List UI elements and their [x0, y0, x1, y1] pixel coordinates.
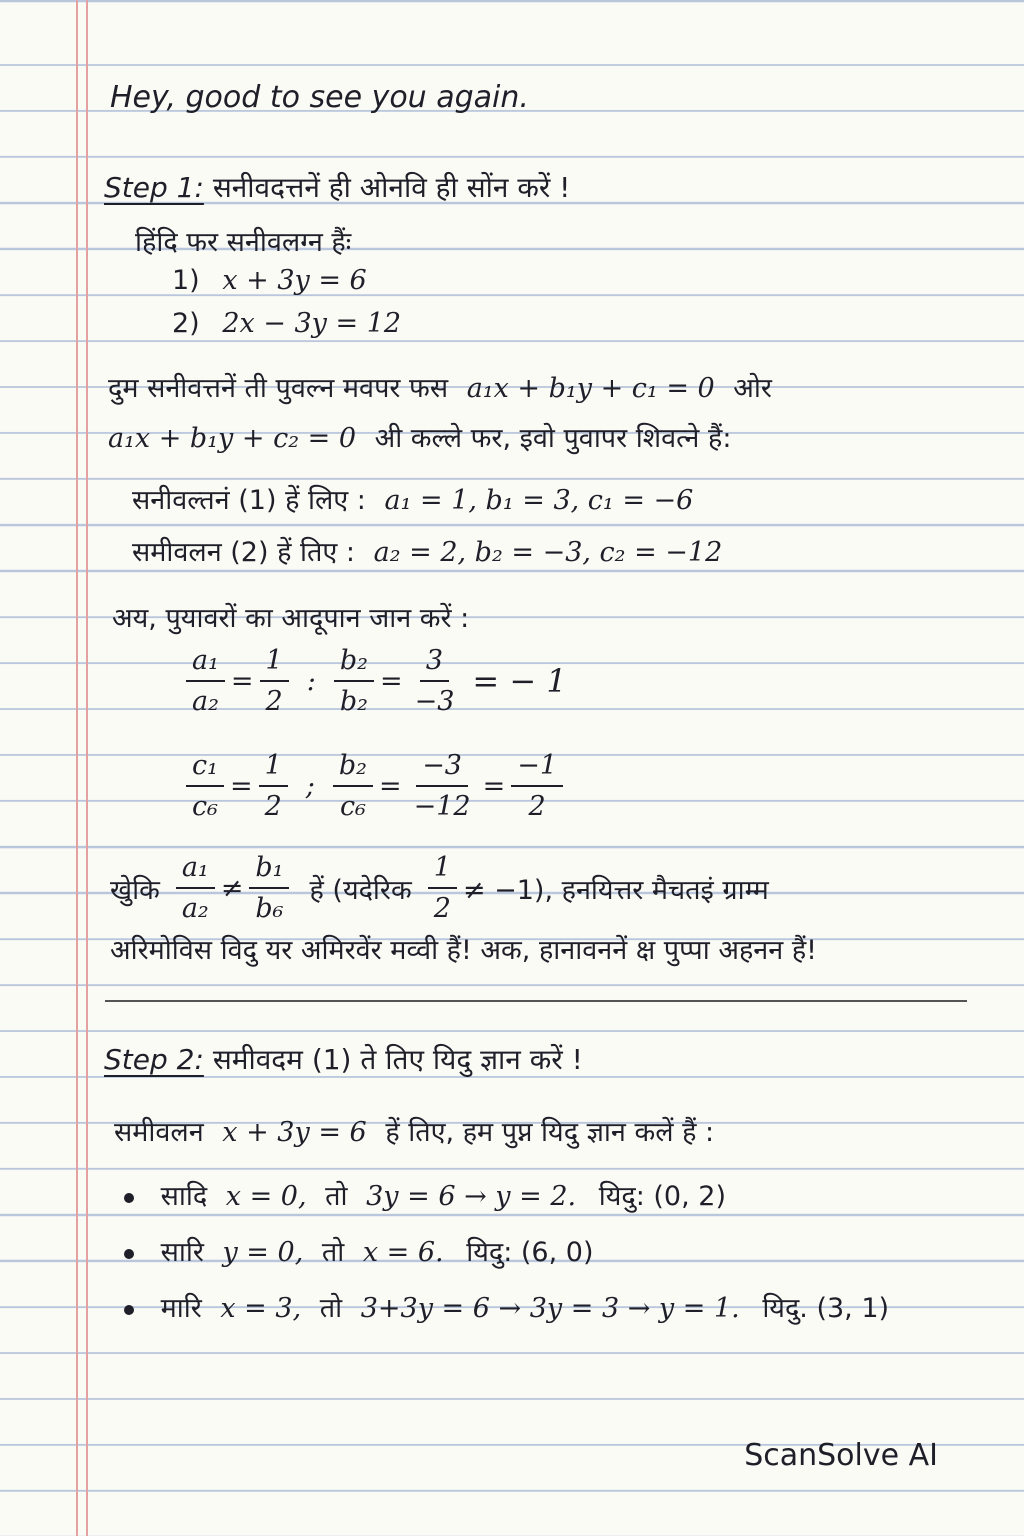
conclusion-text-c: ≠ −1), हनयित्तर मैचतइं ग्राम्म: [462, 874, 769, 906]
conclusion-frac-half: [428, 852, 457, 924]
standard-form-math-1: a₁x + b₁y + c₁ = 0: [466, 373, 715, 404]
bullet-dot: [124, 1193, 134, 1203]
ratio-row2-eq3: =: [482, 770, 506, 802]
ratio2-one-half-den: 2: [264, 791, 282, 822]
equation-1-text: x + 3y = 6: [222, 265, 367, 296]
ratio2-b-c: [333, 750, 373, 822]
standard-form-text-2: अी कल्ले फर, इवो पुवापर शिवत्ने हैं:: [374, 423, 732, 454]
step2-label: Step 2:: [104, 1043, 204, 1076]
ratio-one-half-num: 1: [260, 645, 289, 682]
conclusion-line-2: अरिमोविस विदु यर अमिरवेंर मव्वी हैं! अक, हानावननें क्ष पुप्पा अहनन हैं!: [110, 935, 817, 966]
equation-2-text: 2x − 3y = 12: [222, 308, 402, 339]
ratio-c1: c₁: [186, 750, 224, 787]
ratio-row1-eq1: =: [230, 665, 254, 697]
standard-form-line-2: [108, 418, 731, 455]
margin-line-right: [86, 0, 88, 1536]
bullet-3-calc: 3+3y = 6 → 3y = 3 → y = 1.: [360, 1293, 740, 1324]
standard-form-and: ओर: [733, 373, 772, 404]
ratio-a1: a₁: [186, 645, 225, 682]
coefficients-eq1: [132, 480, 693, 517]
ratio-a1-a2: [186, 645, 225, 717]
greeting: Hey, good to see you again.: [110, 80, 529, 115]
standard-form-line-1: [108, 368, 772, 405]
step1-heading: [104, 168, 570, 206]
ratio-row2-eq1: =: [229, 770, 253, 802]
ratio-c6: c₆: [192, 791, 218, 822]
coefficients-eq2-values: a₂ = 2, b₂ = −3, c₂ = −12: [373, 537, 723, 568]
ratio2-c-den: c₆: [339, 791, 366, 822]
conclusion-text-b: हें (यदेरिक: [309, 874, 412, 906]
ratio-intro: अय, पुयावरों का आदूपान जान करें :: [112, 603, 470, 634]
bullet-1-then: तो: [325, 1181, 348, 1212]
ratio2-neg-half: [511, 750, 563, 822]
ratio2-b-num: b₂: [333, 750, 373, 787]
bullet-2-cond: y = 0,: [222, 1237, 304, 1268]
conclusion-neq: ≠: [220, 872, 244, 904]
ratio2-neg-half-num: −1: [511, 750, 563, 787]
conclusion-b6: b₆: [255, 893, 284, 924]
ratio-row2-sep: ;: [305, 770, 315, 802]
bullet-2-point: यिदु: (6, 0): [466, 1237, 594, 1268]
ratio-one-half-den: 2: [265, 686, 283, 717]
conclusion-b1: b₁: [249, 852, 289, 889]
step2-intro-math: x + 3y = 6: [222, 1117, 367, 1148]
bullet-dot: [124, 1249, 134, 1259]
conclusion-half-num: 1: [428, 852, 457, 889]
step2-intro: [114, 1112, 714, 1149]
coefficients-eq1-label: सनीवल्तनं (1) हें लिए :: [132, 485, 366, 516]
conclusion-half-den: 2: [433, 893, 451, 924]
step2-intro-a: समीवलन: [114, 1117, 204, 1148]
conclusion-frac-b: [249, 852, 289, 924]
ratio-three-den: −3: [414, 686, 455, 717]
conclusion-a1: a₁: [176, 852, 215, 889]
step1-title: सनीवदत्तनें ही ओनवि ही सोंन करें !: [212, 171, 571, 204]
conclusion-frac-a: [176, 852, 215, 924]
ratio2-neg-half-den: 2: [528, 791, 546, 822]
ratio-one-half: [260, 645, 289, 717]
ratio2-neg3-neg12: [408, 750, 477, 822]
step1-label: Step 1:: [104, 171, 204, 204]
conclusion-since: खुेकि: [110, 874, 160, 906]
bullet-dot: [124, 1305, 134, 1315]
step2-title: समीवदम (1) ते तिए यिदु ज्ञान करें !: [212, 1043, 583, 1076]
ratio2-one-half-num: 1: [259, 750, 288, 787]
bullet-3-if: मारि: [160, 1293, 202, 1324]
equation-1: [172, 265, 367, 296]
coefficients-eq2-label: समीवलन (2) हें तिए :: [132, 537, 356, 568]
ratio-three-num: 3: [420, 645, 449, 682]
ratio-row-1: [180, 645, 567, 717]
footer-brand: ScanSolve AI: [744, 1438, 938, 1473]
equation-2: [172, 308, 401, 339]
conclusion-line-1: [110, 852, 769, 924]
ratio2-neg3: −3: [416, 750, 468, 787]
ratio-row1-result: = − 1: [472, 662, 567, 700]
ratio2-one-half: [259, 750, 288, 822]
ratio-b-b: [334, 645, 374, 717]
equation-1-number: 1): [172, 265, 200, 296]
bullet-1-point: यिदु: (0, 2): [598, 1181, 726, 1212]
ratio-b-num: b₂: [334, 645, 374, 682]
bullet-item-3: [124, 1288, 889, 1325]
ratio-c1-c6: [186, 750, 224, 822]
bullet-2-if: सारि: [160, 1237, 204, 1268]
margin-line-left: [76, 0, 78, 1536]
equation-2-number: 2): [172, 308, 200, 339]
bullet-3-point: यिदु. (3, 1): [762, 1293, 890, 1324]
section-divider: [105, 1000, 967, 1002]
step2-heading: [104, 1040, 583, 1078]
ratio-three-neg-three: [409, 645, 461, 717]
ratio2-neg12: −12: [413, 791, 471, 822]
ratio-row1-eq2: =: [379, 665, 403, 697]
ratio-a2: a₂: [192, 686, 219, 717]
ratio-b-den: b₂: [339, 686, 368, 717]
bullet-2-calc: x = 6.: [362, 1237, 444, 1268]
bullet-1-cond: x = 0,: [225, 1181, 307, 1212]
bullet-3-cond: x = 3,: [220, 1293, 302, 1324]
coefficients-eq2: [132, 532, 722, 569]
bullet-item-1: [124, 1176, 726, 1213]
step2-intro-b: हें तिए, हम पुप्न यिदु ज्ञान कलें हैं :: [385, 1117, 715, 1148]
step1-intro: हिंदि फर सनीवलग्न हैंः: [135, 227, 352, 258]
conclusion-a2: a₂: [181, 893, 209, 924]
standard-form-math-2: a₁x + b₁y + c₂ = 0: [108, 423, 356, 454]
ratio-row-2: [180, 750, 569, 822]
ratio-row2-eq2: =: [378, 770, 402, 802]
coefficients-eq1-values: a₁ = 1, b₁ = 3, c₁ = −6: [384, 485, 694, 516]
bullet-1-calc: 3y = 6 → y = 2.: [366, 1181, 577, 1212]
standard-form-text-1: दुम सनीवत्तनें ती पुवल्न मवपर फस: [108, 373, 449, 404]
ratio-row1-sep: :: [306, 665, 316, 697]
bullet-2-then: तो: [321, 1237, 345, 1268]
bullet-1-if: सादि: [160, 1181, 208, 1212]
bullet-3-then: तो: [319, 1293, 343, 1324]
bullet-item-2: [124, 1232, 594, 1269]
